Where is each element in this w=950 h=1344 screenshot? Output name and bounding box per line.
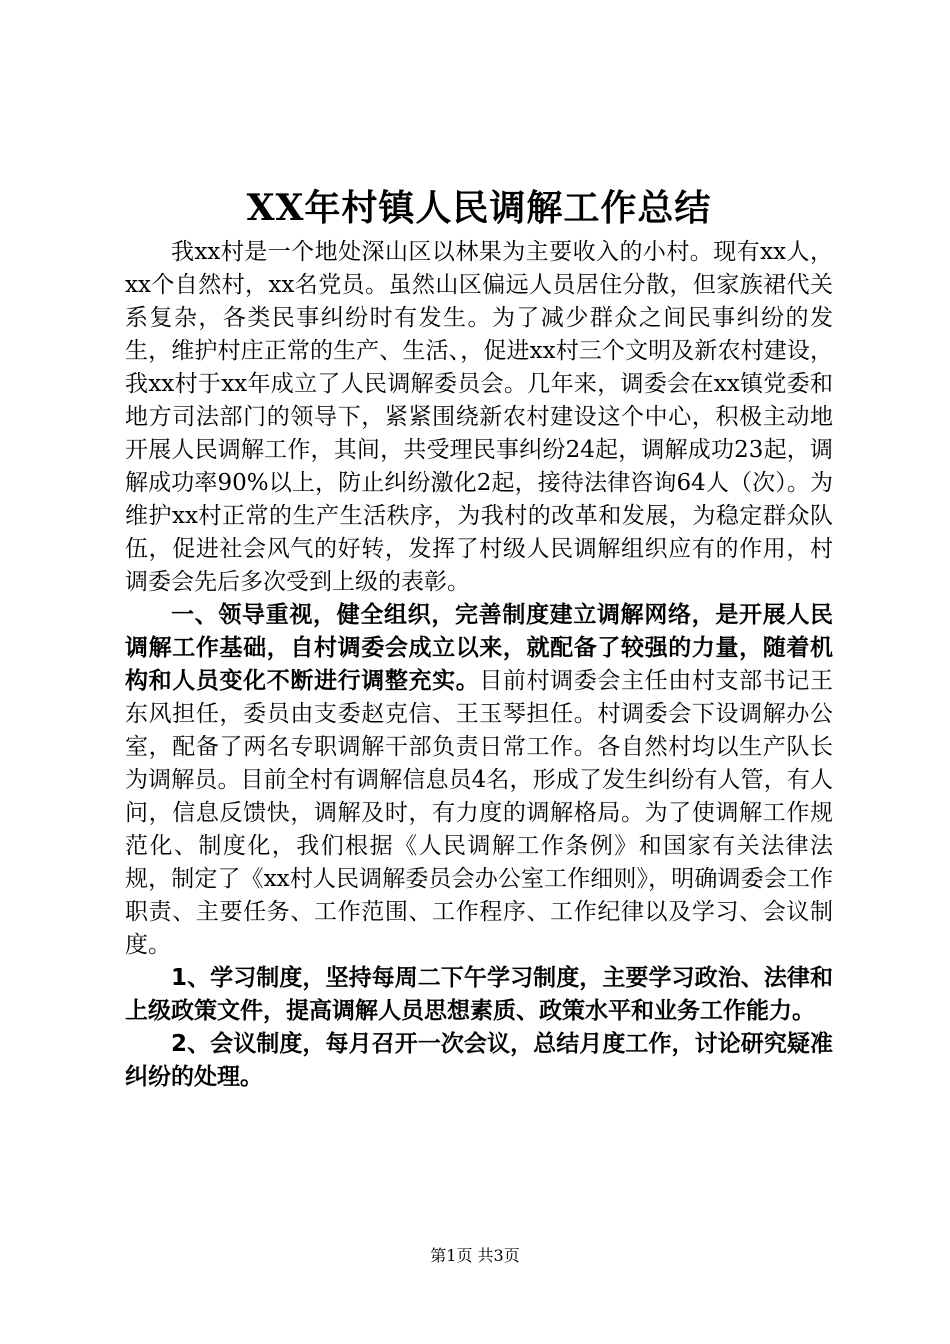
paragraph-intro <box>125 236 833 599</box>
paragraph-bold-lead: 一、领导重视，健全组织，完善制度建立调解网络，是开展人民调解工作基础，自村调委会成立以来，就配备了较强的力量，随着机构和人员变化不断进行调整充实。 <box>125 602 833 694</box>
paragraph-study-system <box>125 962 833 1028</box>
document-title: XX年村镇人民调解工作总结 <box>246 187 712 229</box>
document-body <box>125 180 833 1094</box>
paragraph-text: 我xx村是一个地处深山区以林果为主要收入的小村。现有xx人，xx个自然村，xx名党员。虽然山区偏远人员居住分散，但家族裙代关系复杂，各类民事纠纷时有发生。为了减少群众之间民事纠纷的发生，维护村庄正常的生产、生活、，促进xx村三个文明及新农村建设，我xx村于xx年成立了人民调解委员会。几年来，调委会在xx镇党委和地方司法部门的领导下，紧紧围绕新农村建设这个中心，积极主动地开展人民调解工作，其间，共受理民事纠纷24起，调解成功23起，调解成功率90%以上，防止纠纷激化2起，接待法律咨询64人（次）。为维护xx村正常的生产生活秩序，为我村的改革和发展，为稳定群众队伍，促进社会风气的好转，发挥了村级人民调解组织应有的作用，村调委会先后多次受到上级的表彰。 <box>125 239 833 595</box>
paragraph-bold-lead: 1、学习制度，坚持每周二下午学习制度，主要学习政治、法律和上级政策文件，提高调解人员思想素质、政策水平和业务工作能力。 <box>125 965 833 1024</box>
page-number-footer: 第1页 共3页 <box>430 1246 520 1265</box>
paragraph-bold-lead: 2、会议制度，每月召开一次会议，总结月度工作，讨论研究疑准纠纷的处理。 <box>125 1031 833 1090</box>
paragraph-meeting-system <box>125 1028 833 1094</box>
paragraph-text: 目前村调委会主任由村支部书记王东风担任，委员由支委赵克信、王玉琴担任。村调委会下设调解办公室，配备了两名专职调解干部负责日常工作。各自然村均以生产队长为调解员。目前全村有调解信息员4名，形成了发生纠纷有人管，有人问，信息反馈快，调解及时，有力度的调解格局。为了使调解工作规范化、制度化，我们根据《人民调解工作条例》和国家有关法律法规，制定了《xx村人民调解委员会办公室工作细则》，明确调委会工作职责、主要任务、工作范围、工作程序、工作纪律以及学习、会议制度。 <box>125 668 834 958</box>
paragraph-section-1 <box>125 599 833 962</box>
